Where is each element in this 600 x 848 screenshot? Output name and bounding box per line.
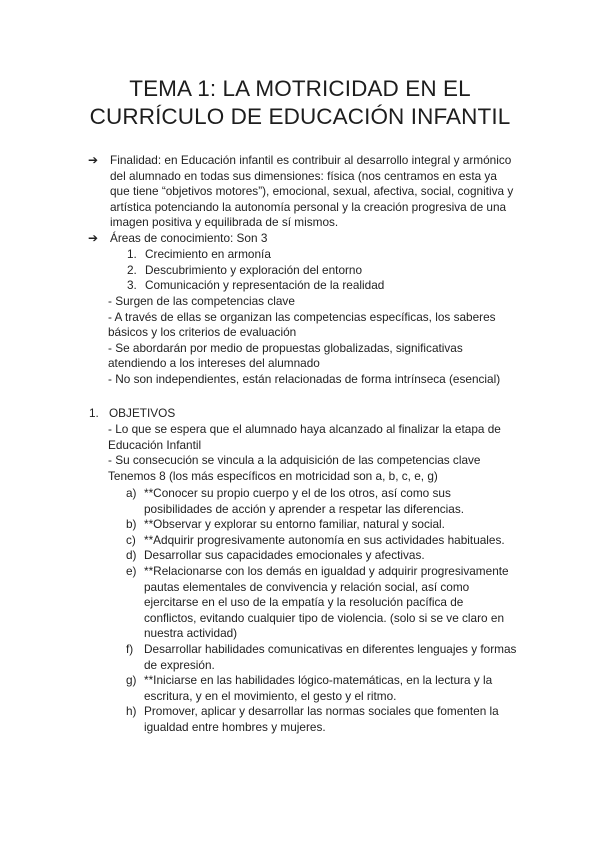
list-item: d) Desarrollar sus capacidades emocionales y afectivas. (126, 548, 425, 563)
text-line: Tenemos 8 (los más específicos en motricidad son a, b, c, e, g) (108, 468, 438, 483)
text-line: - Lo que se espera que el alumnado haya alcanzado al finalizar la etapa de (108, 422, 501, 436)
areas-list (127, 247, 547, 294)
text-line: - Su consecución se vincula a la adquisición de las competencias clave (108, 453, 481, 468)
list-item: b) **Observar y explorar su entorno familiar, natural y social. (126, 517, 445, 532)
list-item: 2. Descubrimiento y exploración del entorno (127, 262, 363, 277)
list-item: h) Promover, aplicar y desarrollar las normas sociales que fomenten la igualdad entre hombres y mujeres. (126, 704, 499, 734)
text-line: atendiendo a los intereses del alumnado (108, 356, 320, 371)
text-line: básicos y los criterios de evaluación (108, 325, 297, 340)
text-line: - A través de ellas se organizan las competencias específicas, los saberes (108, 309, 496, 324)
list-item: 3. Comunicación y representación de la realidad (127, 278, 385, 293)
title-line-2: CURRÍCULO DE EDUCACIÓN INFANTIL (89, 104, 511, 129)
text-line: que tiene “objetivos motores”), emocional, sexual, afectiva, social, cognitiva y (110, 184, 514, 199)
arrow-bullet-icon: ➔ (88, 231, 98, 245)
text-line: Finalidad: en Educación infantil es contribuir al desarrollo integral y armónico (110, 153, 512, 167)
text-line: - No son independientes, están relacionadas de forma intrínseca (esencial) (108, 371, 501, 386)
bullet-finalidad (88, 153, 548, 231)
text-line: Áreas de conocimiento: Son 3 (110, 231, 268, 245)
bullet-areas (88, 231, 548, 247)
list-item: a) **Conocer su propio cuerpo y el de los otros, así como sus posibilidades de acción y aprender a respetar las diferencias. (126, 486, 465, 516)
page-title (40, 75, 560, 131)
text-line: del alumnado en todas sus dimensiones: física (nos centramos en esta ya (110, 168, 497, 183)
text-line: imagen positiva y equilibrada de sí mismos. (110, 215, 339, 230)
section-objetivos-heading: 1. OBJETIVOS (89, 406, 176, 420)
title-line-1: TEMA 1: LA MOTRICIDAD EN EL (129, 76, 471, 101)
objetivos-list (126, 486, 556, 736)
list-item: g) **Iniciarse en las habilidades lógico-matemáticas, en la lectura y la escritura, y en el movimiento, el gesto y el ritmo. (126, 673, 493, 703)
area-notes (108, 294, 558, 388)
objetivos-notes (108, 422, 558, 484)
list-item: e) **Relacionarse con los demás en igualdad y adquirir progresivamente pautas elementales de convivencia y relación social, así como ejercitarse en el uso de la empatía y la resolución pacífica de conflictos, evitando cualquier tipo de violencia. (solo si se ve claro en nuestra actividad) (126, 563, 509, 641)
text-line: artística potenciando la autonomía personal y la creación progresiva de una (110, 199, 507, 214)
list-item: c) **Adquirir progresivamente autonomía en sus actividades habituales. (126, 532, 505, 547)
text-line: - Se abordarán por medio de propuestas globalizadas, significativas (108, 340, 463, 355)
text-line: Educación Infantil (108, 437, 202, 452)
text-line: - Surgen de las competencias clave (108, 294, 295, 308)
list-item: f) Desarrollar habilidades comunicativas en diferentes lenguajes y formas de expresión. (126, 641, 517, 672)
list-item: 1. Crecimiento en armonía (127, 247, 271, 261)
arrow-bullet-icon: ➔ (88, 153, 98, 167)
